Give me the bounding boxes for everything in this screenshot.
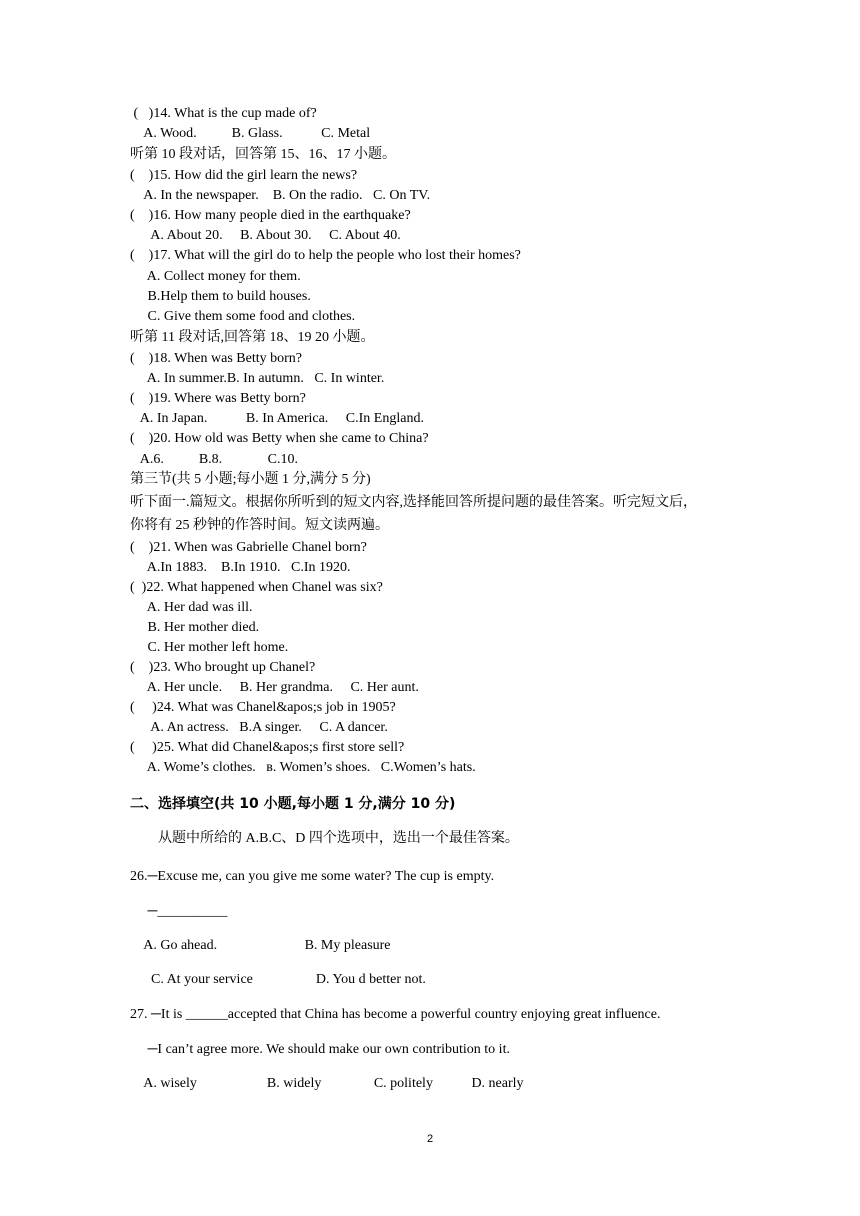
question-17: ( )17. What will the girl do to help the people who lost their homes? (130, 248, 521, 263)
question-22: ( )22. What happened when Chanel was six? (130, 580, 383, 595)
question-26-options-row-2: C. At your service D. You d better not. (130, 972, 426, 987)
question-14: ( )14. What is the cup made of? (130, 106, 317, 121)
dialogue-11-instruction: 听第 11 段对话,回答第 18、19 20 小题。 (130, 330, 375, 345)
question-26-options-row-1: A. Go ahead. B. My pleasure (130, 938, 391, 953)
question-17-option-c: C. Give them some food and clothes. (130, 309, 356, 324)
question-21-options: A.In 1883. B.In 1910. C.In 1920. (130, 560, 351, 575)
question-27: 27. ─It is ______accepted that China has become a powerful country enjoying great influence. (130, 1007, 661, 1022)
question-22-option-a: A. Her dad was ill. (130, 600, 253, 615)
question-20: ( )20. How old was Betty when she came to China? (130, 431, 429, 446)
part-2-instruction: 从题中所给的 A.B.C、D 四个选项中，选出一个最佳答案。 (130, 831, 519, 846)
part-2-heading: 二、选择填空(共 10 小题,每小题 1 分,满分 10 分) (130, 796, 456, 812)
question-24: ( )24. What was Chanel&apos;s job in 1905? (130, 700, 396, 715)
question-16: ( )16. How many people died in the earthquake? (130, 208, 411, 223)
question-19: ( )19. Where was Betty born? (130, 391, 306, 406)
question-22-option-b: B. Her mother died. (130, 620, 260, 635)
question-18: ( )18. When was Betty born? (130, 351, 302, 366)
question-27-options: A. wisely B. widely C. politely D. nearly (130, 1076, 524, 1091)
question-17-option-b: B.Help them to build houses. (130, 289, 311, 304)
question-18-options: A. In summer.B. In autumn. C. In winter. (130, 371, 385, 386)
question-15: ( )15. How did the girl learn the news? (130, 168, 358, 183)
question-17-option-a: A. Collect money for them. (130, 269, 301, 284)
section-3-heading: 第三节(共 5 小题;每小题 1 分,满分 5 分) (130, 472, 371, 487)
question-26-answer-blank: ─__________ (130, 904, 228, 919)
section-3-instruction-line-1: 听下面一.篇短文。根据你所听到的短文内容,选择能回答所提问题的最佳答案。听完短文后， (130, 495, 697, 510)
question-26: 26.─Excuse me, can you give me some water? The cup is empty. (130, 869, 495, 884)
question-27-response: ─I can’t agree more. We should make our own contribution to it. (130, 1042, 510, 1057)
question-16-options: A. About 20. B. About 30. C. About 40. (130, 228, 401, 243)
section-3-instruction-line-2: 你将有 25 秒钟的作答时间。短文读两遍。 (130, 518, 389, 533)
question-21: ( )21. When was Gabrielle Chanel born? (130, 540, 367, 555)
question-15-options: A. In the newspaper. B. On the radio. C. On TV. (130, 188, 431, 203)
question-23: ( )23. Who brought up Chanel? (130, 660, 316, 675)
question-23-options: A. Her uncle. B. Her grandma. C. Her aunt. (130, 680, 419, 695)
question-22-option-c: C. Her mother left home. (130, 640, 289, 655)
question-25: ( )25. What did Chanel&apos;s first store sell? (130, 740, 405, 755)
page-number: 2 (426, 1133, 434, 1145)
question-25-options: A. Wome’s clothes. ʙ. Women’s shoes. C.Women’s hats. (130, 760, 476, 775)
question-14-options: A. Wood. B. Glass. C. Metal (130, 126, 371, 141)
question-24-options: A. An actress. B.A singer. C. A dancer. (130, 720, 388, 735)
question-19-options: A. In Japan. B. In America. C.In England. (130, 411, 424, 426)
question-20-options: A.6. B.8. C.10. (130, 452, 299, 467)
dialogue-10-instruction: 听第 10 段对话，回答第 15、16、17 小题。 (130, 147, 396, 162)
